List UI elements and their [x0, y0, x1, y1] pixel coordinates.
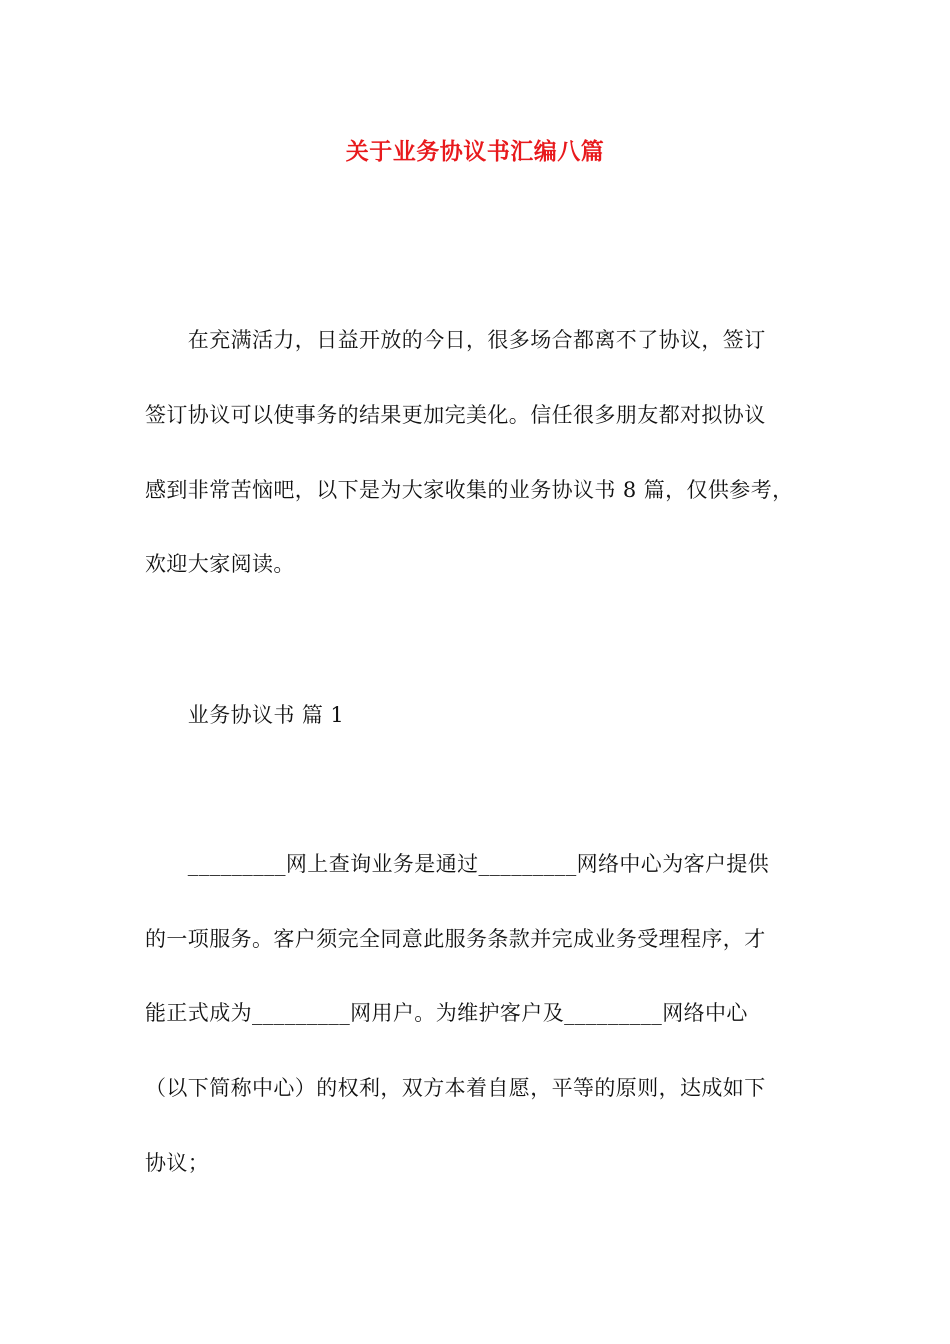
- body-line: _________网上查询业务是通过_________网络中心为客户提供: [145, 852, 770, 876]
- document-title: 关于业务协议书汇编八篇: [345, 138, 605, 165]
- section-heading: 业务协议书 篇 1: [145, 703, 345, 727]
- intro-line: 在充满活力，日益开放的今日，很多场合都离不了协议，签订: [145, 328, 766, 352]
- intro-line: 感到非常苦恼吧，以下是为大家收集的业务协议书 8 篇，仅供参考，: [145, 478, 794, 502]
- intro-line: 签订协议可以使事务的结果更加完美化。信任很多朋友都对拟协议: [145, 403, 766, 427]
- body-line: 能正式成为_________网用户。为维护客户及_________网络中心: [145, 1001, 748, 1025]
- body-line: 的一项服务。客户须完全同意此服务条款并完成业务受理程序，才: [145, 927, 766, 951]
- body-line: （以下简称中心）的权利，双方本着自愿，平等的原则，达成如下: [145, 1076, 766, 1100]
- body-line: 协议；: [145, 1151, 210, 1175]
- intro-line: 欢迎大家阅读。: [145, 552, 295, 576]
